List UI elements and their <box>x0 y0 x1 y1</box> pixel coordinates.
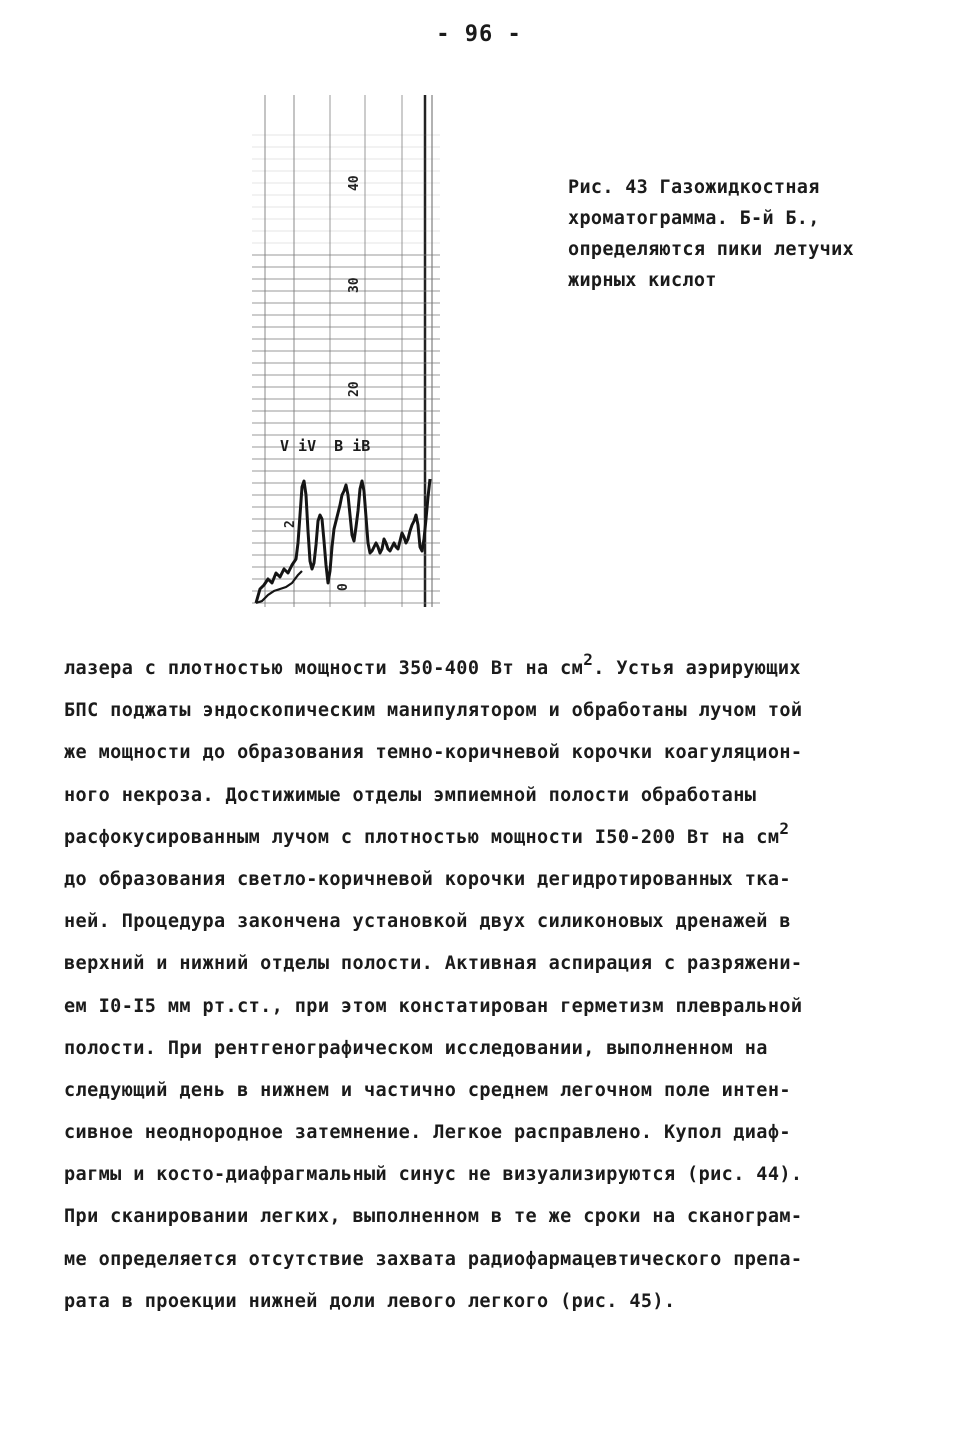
text-segment: лазера с плотностью мощности 350-400 Вт на см <box>64 658 584 679</box>
text-segment: расфокусированным лучом с плотностью мощности I50-200 Вт на см <box>64 826 780 848</box>
superscript: 2 <box>583 650 594 669</box>
text-line: БПС поджаты эндоскопическим манипулятором и обработаны лучом той <box>64 700 803 722</box>
axis-label-20: 20 <box>347 381 362 397</box>
chromatogram-strip <box>252 95 440 610</box>
text-line: ме определяется отсутствие захвата радиофармацевтического препа- <box>64 1248 803 1270</box>
axis-label-0: 0 <box>336 583 351 591</box>
text-line: верхний и нижний отделы полости. Активная аспирация с разряжени- <box>64 953 803 975</box>
text-line: ного некроза. Достижимые отделы эмпиемной полости обработаны <box>64 784 757 806</box>
text-segment: . Устья аэрирующих <box>593 658 801 679</box>
text-line: рата в проекции нижней доли левого легкого (рис. 45). <box>64 1290 676 1312</box>
text-line: до образования светло-коричневой корочки дегидротированных тка- <box>64 868 791 890</box>
text-line: При сканировании легких, выполненном в те же сроки на сканограм- <box>64 1206 803 1228</box>
text-line <box>64 817 904 859</box>
text-line: сивное неоднородное затемнение. Легкое расправлено. Купол диаф- <box>64 1122 791 1144</box>
page-number: - 96 - <box>436 22 522 47</box>
superscript: 2 <box>779 818 790 838</box>
axis-label-40: 40 <box>347 175 362 191</box>
text-line: рагмы и косто-диафрагмальный синус не визуализируются (рис. 44). <box>64 1164 803 1186</box>
figure-caption <box>568 172 928 296</box>
caption-line: жирных кислот <box>568 270 717 291</box>
axis-label-30: 30 <box>347 277 362 293</box>
body-text <box>64 648 904 1323</box>
text-line: ем I0-I5 мм рт.ст., при этом констатирован герметизм плевральной <box>64 995 803 1017</box>
caption-line: определяются пики летучих <box>568 239 854 260</box>
caption-line: Рис. 43 Газожидкостная <box>568 177 820 198</box>
text-line: следующий день в нижнем и частично среднем легочном поле интен- <box>64 1079 791 1101</box>
peak-labels: V iV B iB <box>280 437 371 455</box>
caption-line: хроматограмма. Б-й Б., <box>568 208 820 229</box>
chromatogram-figure <box>252 95 440 610</box>
text-line: ней. Процедура закончена установкой двух силиконовых дренажей в <box>64 911 791 933</box>
text-line: же мощности до образования темно-коричневой корочки коагуляцион- <box>64 742 803 764</box>
text-line: полости. При рентгенографическом исследовании, выполненном на <box>64 1037 768 1059</box>
text-line <box>64 648 904 690</box>
axis-label-2: 2 <box>283 520 298 528</box>
